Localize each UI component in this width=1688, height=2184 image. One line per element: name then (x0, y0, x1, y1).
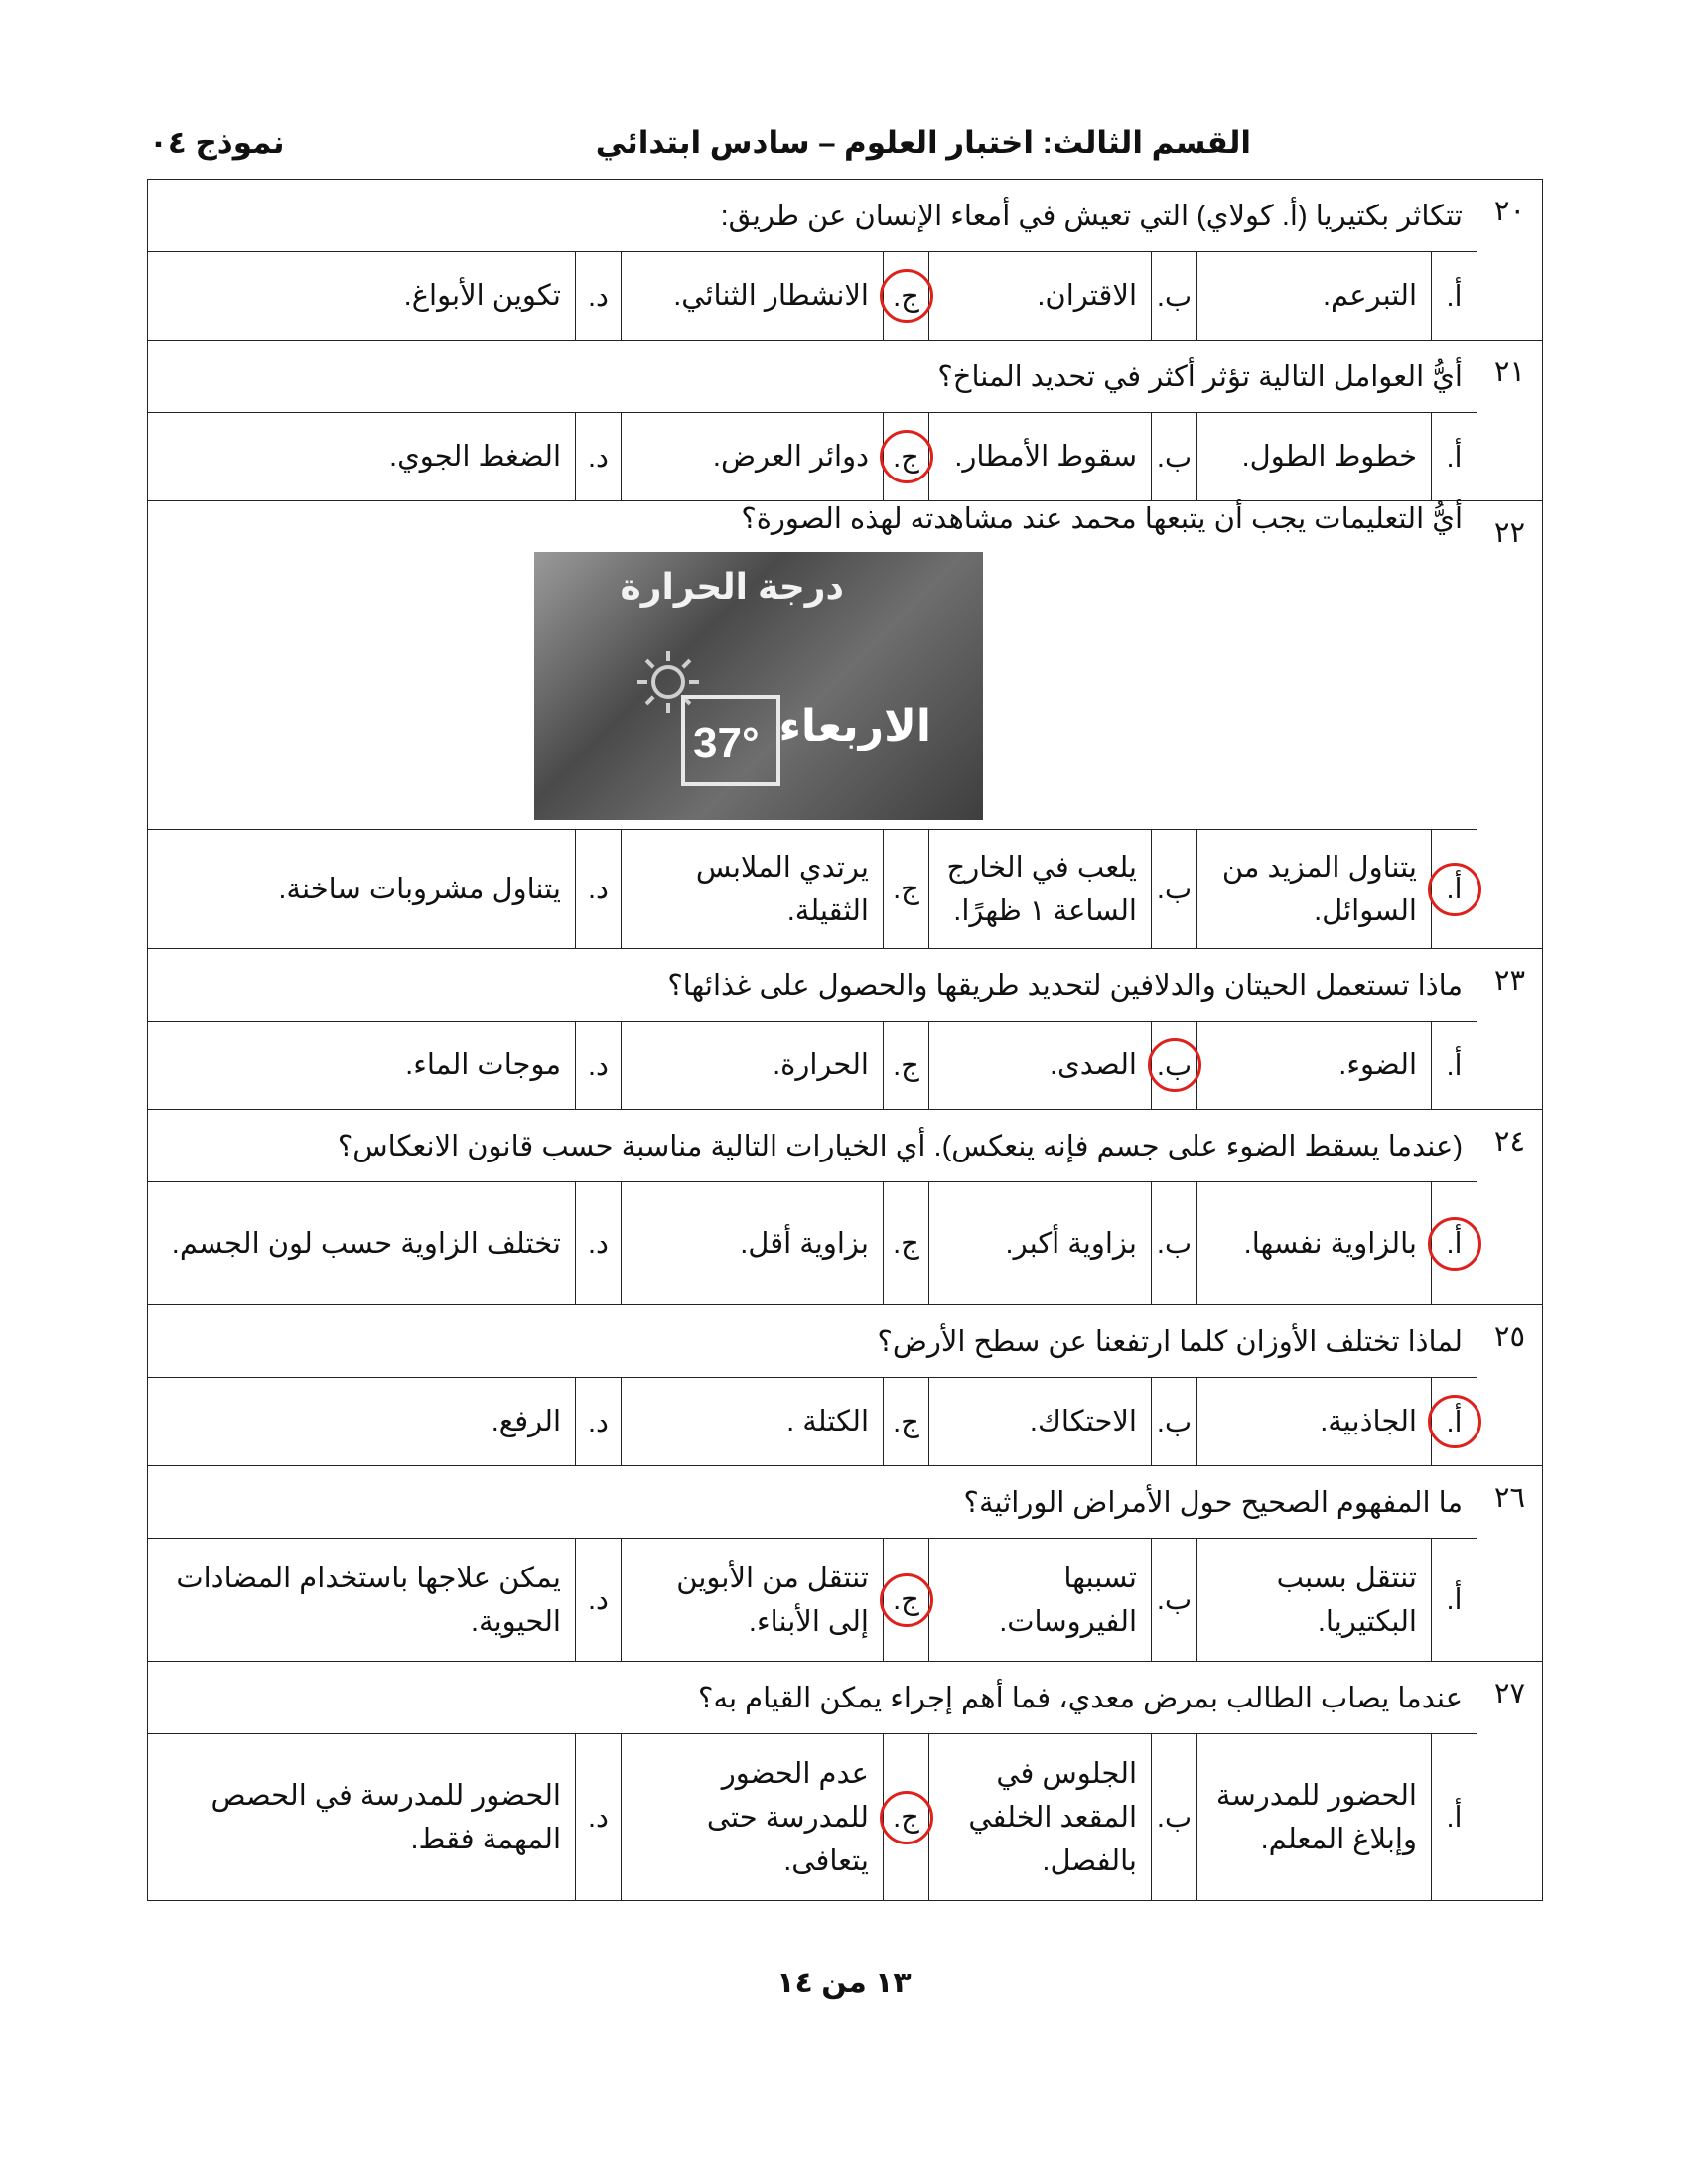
question-text: ما المفهوم الصحيح حول الأمراض الوراثية؟ (963, 1486, 1463, 1519)
option-text[interactable]: الاقتران. (929, 252, 1152, 341)
page-header (149, 117, 1539, 177)
option-text[interactable]: الجاذبية. (1197, 1378, 1432, 1466)
option-text[interactable]: الرفع. (148, 1378, 576, 1466)
option-text[interactable]: الضغط الجوي. (148, 413, 576, 501)
question-stem (148, 180, 1477, 252)
option-letter[interactable] (1152, 830, 1197, 949)
option-letter[interactable] (1432, 1182, 1477, 1305)
options-row (148, 1539, 1543, 1662)
option-letter-text: د. (588, 1802, 609, 1834)
question-row (148, 1305, 1543, 1378)
question-stem (148, 1110, 1477, 1182)
option-text[interactable]: يتناول مشروبات ساخنة. (148, 830, 576, 949)
page-number: ١٣ من ١٤ (776, 1967, 912, 1999)
option-text[interactable]: يرتدي الملابس الثقيلة. (622, 830, 884, 949)
option-letter-text: أ. (1446, 1802, 1463, 1834)
option-letter[interactable] (576, 1734, 622, 1901)
option-letter-text: ج. (893, 1584, 919, 1616)
option-letter[interactable] (884, 413, 929, 501)
option-letter[interactable] (576, 1022, 622, 1110)
option-letter-text: د. (588, 280, 609, 313)
answer-circle-mark (1148, 1038, 1201, 1092)
option-text[interactable]: سقوط الأمطار. (929, 413, 1152, 501)
option-letter-text: د. (588, 441, 609, 474)
question-row (148, 501, 1543, 830)
options-row (148, 1378, 1543, 1466)
question-stem (148, 1466, 1477, 1539)
option-letter[interactable] (576, 252, 622, 341)
option-letter-text: ج. (893, 1802, 919, 1834)
question-number: ٢٤ (1477, 1110, 1543, 1305)
option-letter[interactable] (576, 1378, 622, 1466)
option-text[interactable]: الحرارة. (622, 1022, 884, 1110)
image-title: درجة الحرارة (620, 566, 844, 607)
option-letter[interactable] (1152, 252, 1197, 341)
option-letter-text: أ. (1446, 441, 1463, 474)
answer-circle-mark (1428, 1217, 1481, 1271)
option-letter[interactable] (884, 1734, 929, 1901)
options-row (148, 1182, 1543, 1305)
option-letter-text: ب. (1156, 1406, 1193, 1438)
question-row (148, 1662, 1543, 1734)
question-number: ٢١ (1477, 341, 1543, 501)
question-text: لماذا تختلف الأوزان كلما ارتفعنا عن سطح الأرض؟ (877, 1325, 1463, 1358)
option-text[interactable]: الانشطار الثنائي. (622, 252, 884, 341)
question-number: ٢٠ (1477, 180, 1543, 341)
option-text[interactable]: التبرعم. (1197, 252, 1432, 341)
option-text[interactable]: يمكن علاجها باستخدام المضادات الحيوية. (148, 1539, 576, 1662)
option-text[interactable]: الكتلة . (622, 1378, 884, 1466)
option-letter[interactable] (1152, 413, 1197, 501)
option-letter[interactable] (1432, 252, 1477, 341)
option-text[interactable]: الجلوس في المقعد الخلفي بالفصل. (929, 1734, 1152, 1901)
option-letter-text: ب. (1156, 441, 1193, 474)
option-letter-text: ب. (1156, 1802, 1193, 1834)
question-text: (عندما يسقط الضوء على جسم فإنه ينعكس). أي الخيارات التالية مناسبة حسب قانون الانعكاس؟ (337, 1130, 1463, 1162)
question-stem (148, 341, 1477, 413)
option-letter[interactable] (884, 830, 929, 949)
page-title: القسم الثالث: اختبار العلوم – سادس ابتدائي (595, 125, 1251, 160)
option-letter-text: ج. (893, 874, 919, 905)
option-letter[interactable] (1152, 1022, 1197, 1110)
question-row (148, 180, 1543, 252)
options-row (148, 830, 1543, 949)
option-text[interactable]: الضوء. (1197, 1022, 1432, 1110)
option-letter[interactable] (884, 1378, 929, 1466)
option-letter[interactable] (576, 830, 622, 949)
option-letter-text: أ. (1446, 280, 1463, 313)
temperature-value: 37° (693, 719, 760, 767)
answer-circle-mark (880, 269, 933, 323)
option-letter-text: ج. (893, 280, 919, 313)
option-text[interactable]: بالزاوية نفسها. (1197, 1182, 1432, 1305)
image-day: الاربعاء (778, 702, 931, 751)
question-row (148, 1466, 1543, 1539)
option-letter[interactable] (1432, 1539, 1477, 1662)
options-row (148, 413, 1543, 501)
answer-circle-mark (1428, 863, 1481, 916)
option-letter-text: ب. (1156, 1228, 1193, 1260)
option-letter-text: ب. (1156, 280, 1193, 313)
option-letter[interactable] (1152, 1734, 1197, 1901)
model-label: نموذج ٠٤ (149, 125, 285, 160)
option-text[interactable]: بزاوية أقل. (622, 1182, 884, 1305)
option-letter[interactable] (884, 1182, 929, 1305)
question-stem (148, 1662, 1477, 1734)
option-text[interactable]: دوائر العرض. (622, 413, 884, 501)
option-letter-text: ج. (893, 1049, 919, 1082)
option-text[interactable]: تكوين الأبواغ. (148, 252, 576, 341)
options-row (148, 1022, 1543, 1110)
option-letter[interactable] (576, 1539, 622, 1662)
option-letter-text: ب. (1156, 1584, 1193, 1616)
question-text: عندما يصاب الطالب بمرض معدي، فما أهم إجراء يمكن القيام به؟ (698, 1682, 1463, 1714)
option-letter[interactable] (1152, 1539, 1197, 1662)
option-letter-text: د. (588, 1584, 609, 1616)
option-text[interactable]: عدم الحضور للمدرسة حتى يتعافى. (622, 1734, 884, 1901)
option-text[interactable]: تنتقل من الأبوين إلى الأبناء. (622, 1539, 884, 1662)
option-text[interactable]: الحضور للمدرسة في الحصص المهمة فقط. (148, 1734, 576, 1901)
option-letter[interactable] (576, 413, 622, 501)
question-stem (148, 501, 1477, 830)
question-number: ٢٣ (1477, 949, 1543, 1110)
option-text[interactable]: موجات الماء. (148, 1022, 576, 1110)
option-text[interactable]: تسببها الفيروسات. (929, 1539, 1152, 1662)
questions-table (147, 179, 1543, 1901)
question-text: ماذا تستعمل الحيتان والدلافين لتحديد طريقها والحصول على غذائها؟ (667, 969, 1463, 1002)
option-letter-text: أ. (1446, 1228, 1463, 1260)
option-letter[interactable] (1432, 413, 1477, 501)
option-letter[interactable] (1152, 1182, 1197, 1305)
question-number: ٢٢ (1477, 501, 1543, 949)
question-text: تتكاثر بكتيريا (أ. كولاي) التي تعيش في أمعاء الإنسان عن طريق: (720, 200, 1463, 232)
option-text[interactable]: يلعب في الخارج الساعة ١ ظهرًا. (929, 830, 1152, 949)
question-row (148, 949, 1543, 1022)
option-letter-text: أ. (1446, 1406, 1463, 1438)
option-letter-text: د. (588, 1406, 609, 1438)
temperature-image (534, 552, 983, 820)
answer-circle-mark (880, 1791, 933, 1844)
option-letter[interactable] (884, 1539, 929, 1662)
question-number: ٢٥ (1477, 1305, 1543, 1466)
option-text[interactable]: خطوط الطول. (1197, 413, 1432, 501)
option-text[interactable]: تنتقل بسبب البكتيريا. (1197, 1539, 1432, 1662)
option-letter[interactable] (884, 252, 929, 341)
answer-circle-mark (880, 430, 933, 483)
option-letter[interactable] (1432, 1022, 1477, 1110)
option-letter[interactable] (1432, 1734, 1477, 1901)
answer-circle-mark (880, 1573, 933, 1627)
question-number: ٢٧ (1477, 1662, 1543, 1901)
option-letter[interactable] (1432, 830, 1477, 949)
option-text[interactable]: تختلف الزاوية حسب لون الجسم. (148, 1182, 576, 1305)
option-letter-text: أ. (1446, 1049, 1463, 1082)
options-row (148, 1734, 1543, 1901)
options-row (148, 252, 1543, 341)
option-letter-text: ج. (893, 1228, 919, 1260)
option-letter[interactable] (576, 1182, 622, 1305)
option-text[interactable]: يتناول المزيد من السوائل. (1197, 830, 1432, 949)
question-stem (148, 949, 1477, 1022)
option-letter-text: ج. (893, 441, 919, 474)
option-letter-text: د. (588, 1049, 609, 1082)
option-letter[interactable] (884, 1022, 929, 1110)
question-row (148, 341, 1543, 413)
question-text: أيُّ التعليمات يجب أن يتبعها محمد عند مشاهدته لهذه الصورة؟ (741, 503, 1463, 535)
question-stem (148, 1305, 1477, 1378)
option-letter-text: أ. (1446, 1584, 1463, 1616)
option-text[interactable]: الصدى. (929, 1022, 1152, 1110)
option-letter-text: ج. (893, 1406, 919, 1438)
option-letter[interactable] (1432, 1378, 1477, 1466)
option-letter[interactable] (1152, 1378, 1197, 1466)
question-text: أيُّ العوامل التالية تؤثر أكثر في تحديد المناخ؟ (937, 360, 1463, 393)
option-letter-text: أ. (1446, 874, 1463, 905)
option-letter-text: د. (588, 874, 609, 905)
question-number: ٢٦ (1477, 1466, 1543, 1662)
option-text[interactable]: بزاوية أكبر. (929, 1182, 1152, 1305)
option-letter-text: ب. (1156, 874, 1193, 905)
answer-circle-mark (1428, 1395, 1481, 1448)
option-letter-text: ب. (1156, 1049, 1193, 1082)
option-text[interactable]: الاحتكاك. (929, 1378, 1152, 1466)
question-row (148, 1110, 1543, 1182)
option-letter-text: د. (588, 1228, 609, 1260)
option-text[interactable]: الحضور للمدرسة وإبلاغ المعلم. (1197, 1734, 1432, 1901)
